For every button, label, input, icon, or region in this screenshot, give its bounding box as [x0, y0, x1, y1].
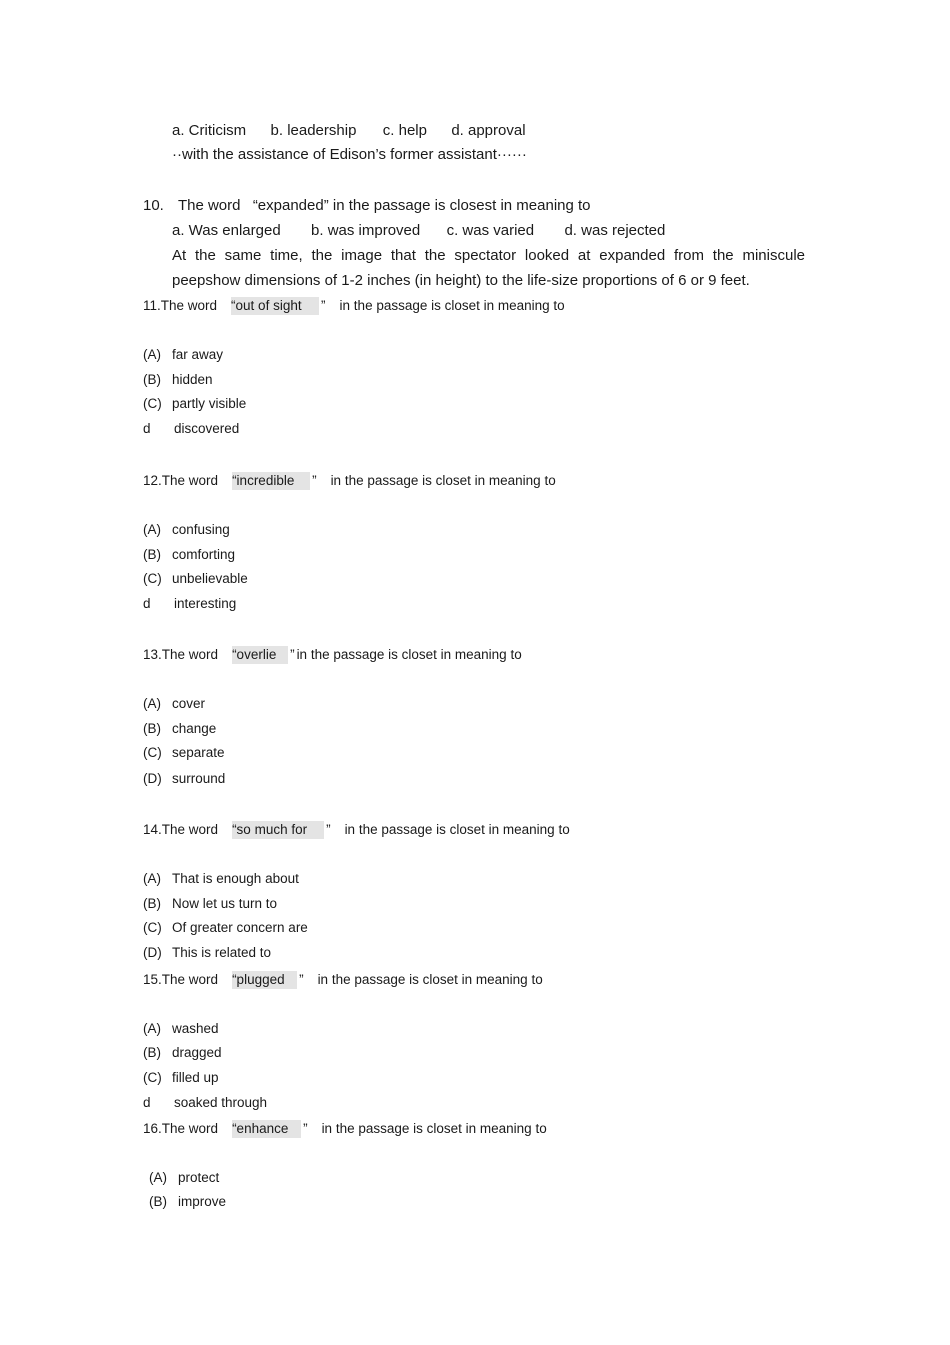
- q13-option-3: [143, 745, 225, 760]
- q13-stem-b: in the passage is closet in meaning to: [296, 647, 522, 662]
- q15-stem: [143, 971, 543, 989]
- option-label: (B): [143, 721, 161, 736]
- q10-stem-b: in the passage is closest in meaning to: [332, 197, 591, 214]
- q11-stem-a: The word: [160, 298, 218, 313]
- option-label: (A): [149, 1170, 167, 1185]
- q10-stem: [143, 197, 591, 214]
- q11-number: 11.: [143, 298, 161, 313]
- q12-option-4: [143, 596, 236, 611]
- q10-stem-a: The word: [177, 197, 241, 214]
- q12-stem-a: The word: [161, 473, 219, 488]
- q14-option-2: [143, 896, 277, 911]
- q16-term: “enhance: [232, 1120, 301, 1138]
- option-text: comforting: [172, 547, 236, 562]
- q10-option-d: d. was rejected: [564, 222, 666, 239]
- option-label: d: [143, 1095, 151, 1110]
- option-text: cover: [172, 696, 206, 711]
- q13-stem-a: The word: [161, 647, 219, 662]
- q10-number: 10.: [143, 197, 164, 214]
- q16-term-close: ”: [303, 1121, 308, 1136]
- option-text: filled up: [172, 1070, 219, 1085]
- option-label: (A): [143, 696, 161, 711]
- option-text: separate: [172, 745, 225, 760]
- q13-number: 13.: [143, 647, 162, 662]
- q16-option-1: [149, 1170, 219, 1185]
- q13-option-4: [143, 771, 225, 786]
- q10-option-b: b. was improved: [311, 222, 421, 239]
- option-label: d: [143, 421, 151, 436]
- q14-option-4: [143, 945, 271, 960]
- q12-option-3: [143, 571, 248, 586]
- q14-term: “so much for: [232, 821, 324, 839]
- q12-stem-b: in the passage is closet in meaning to: [330, 473, 556, 488]
- q13-term: “overlie: [232, 646, 288, 664]
- q13-option-2: [143, 721, 216, 736]
- option-label: (C): [143, 571, 162, 586]
- option-label: (C): [143, 396, 162, 411]
- option-label: (C): [143, 1070, 162, 1085]
- option-label: d: [143, 596, 151, 611]
- q9-option-d: d. approval: [451, 122, 526, 139]
- q15-option-2: [143, 1045, 222, 1060]
- option-label: (D): [143, 945, 162, 960]
- q15-option-1: [143, 1021, 219, 1036]
- q14-stem-b: in the passage is closet in meaning to: [344, 822, 570, 837]
- option-text: unbelievable: [172, 571, 248, 586]
- q11-term-close: ”: [321, 298, 326, 313]
- q12-option-2: [143, 547, 235, 562]
- q10-option-a: a. Was enlarged: [172, 222, 281, 239]
- option-text: confusing: [172, 522, 230, 537]
- option-text: change: [172, 721, 217, 736]
- q9-quote: ··with the assistance of Edison’s former assistant······: [172, 146, 527, 163]
- q15-stem-b: in the passage is closet in meaning to: [317, 972, 543, 987]
- q14-term-close: ”: [326, 822, 331, 837]
- q14-stem: [143, 821, 570, 839]
- q9-options: [172, 122, 526, 139]
- option-label: (A): [143, 347, 161, 362]
- option-text: dragged: [172, 1045, 222, 1060]
- option-text: improve: [178, 1194, 227, 1209]
- option-text: Of greater concern are: [172, 920, 308, 935]
- q16-stem-a: The word: [161, 1121, 219, 1136]
- option-text: surround: [172, 771, 226, 786]
- option-label: (B): [149, 1194, 167, 1209]
- option-label: (A): [143, 871, 161, 886]
- q15-term-close: ”: [299, 972, 304, 987]
- q10-option-c: c. was varied: [446, 222, 535, 239]
- q11-term: “out of sight: [231, 297, 319, 315]
- option-label: (A): [143, 1021, 161, 1036]
- q14-option-3: [143, 920, 308, 935]
- q15-stem-a: The word: [161, 972, 219, 987]
- q9-option-c: c. help: [382, 122, 427, 139]
- q11-stem: [143, 297, 565, 315]
- q13-stem: [143, 646, 522, 664]
- q10-term: “expanded”: [252, 197, 329, 214]
- q14-option-1: [143, 871, 299, 886]
- q16-stem-b: in the passage is closet in meaning to: [321, 1121, 547, 1136]
- q9-option-a: a. Criticism: [172, 122, 247, 139]
- q11-option-2: [143, 372, 213, 387]
- q12-number: 12.: [143, 473, 162, 488]
- option-text: soaked through: [174, 1095, 268, 1110]
- option-text: discovered: [174, 421, 240, 436]
- q16-option-2: [149, 1194, 226, 1209]
- q12-option-1: [143, 522, 230, 537]
- option-label: (C): [143, 920, 162, 935]
- option-label: (B): [143, 372, 161, 387]
- q11-option-3: [143, 396, 246, 411]
- q10-options: [172, 222, 665, 239]
- q15-option-4: [143, 1095, 267, 1110]
- q16-stem: [143, 1120, 547, 1138]
- option-label: (D): [143, 771, 162, 786]
- q10-quote-line-2: peepshow dimensions of 1-2 inches (in height) to the life-size proportions of 6 or 9 feet.: [172, 272, 750, 289]
- option-text: protect: [178, 1170, 220, 1185]
- option-text: far away: [172, 347, 224, 362]
- q15-term: “plugged: [232, 971, 297, 989]
- option-text: washed: [172, 1021, 219, 1036]
- q13-option-1: [143, 696, 205, 711]
- option-label: (B): [143, 547, 161, 562]
- q10-quote-line-1: At the same time, the image that the spectator looked at expanded from the miniscule: [172, 247, 805, 264]
- q14-number: 14.: [143, 822, 162, 837]
- option-label: (B): [143, 896, 161, 911]
- option-text: interesting: [174, 596, 237, 611]
- option-text: That is enough about: [172, 871, 299, 886]
- q16-number: 16.: [143, 1121, 162, 1136]
- q14-stem-a: The word: [161, 822, 219, 837]
- option-label: (B): [143, 1045, 161, 1060]
- option-text: hidden: [172, 372, 213, 387]
- q11-option-4: [143, 421, 239, 436]
- q13-term-close: ”: [290, 647, 295, 662]
- q15-number: 15.: [143, 972, 162, 987]
- q11-stem-b: in the passage is closet in meaning to: [339, 298, 565, 313]
- q9-option-b: b. leadership: [270, 122, 357, 139]
- option-label: (A): [143, 522, 161, 537]
- option-text: Now let us turn to: [172, 896, 278, 911]
- q15-option-3: [143, 1070, 219, 1085]
- q12-stem: [143, 472, 556, 490]
- q12-term-close: ”: [312, 473, 317, 488]
- q11-option-1: [143, 347, 223, 362]
- option-label: (C): [143, 745, 162, 760]
- option-text: This is related to: [172, 945, 272, 960]
- q12-term: “incredible: [232, 472, 310, 490]
- option-text: partly visible: [172, 396, 247, 411]
